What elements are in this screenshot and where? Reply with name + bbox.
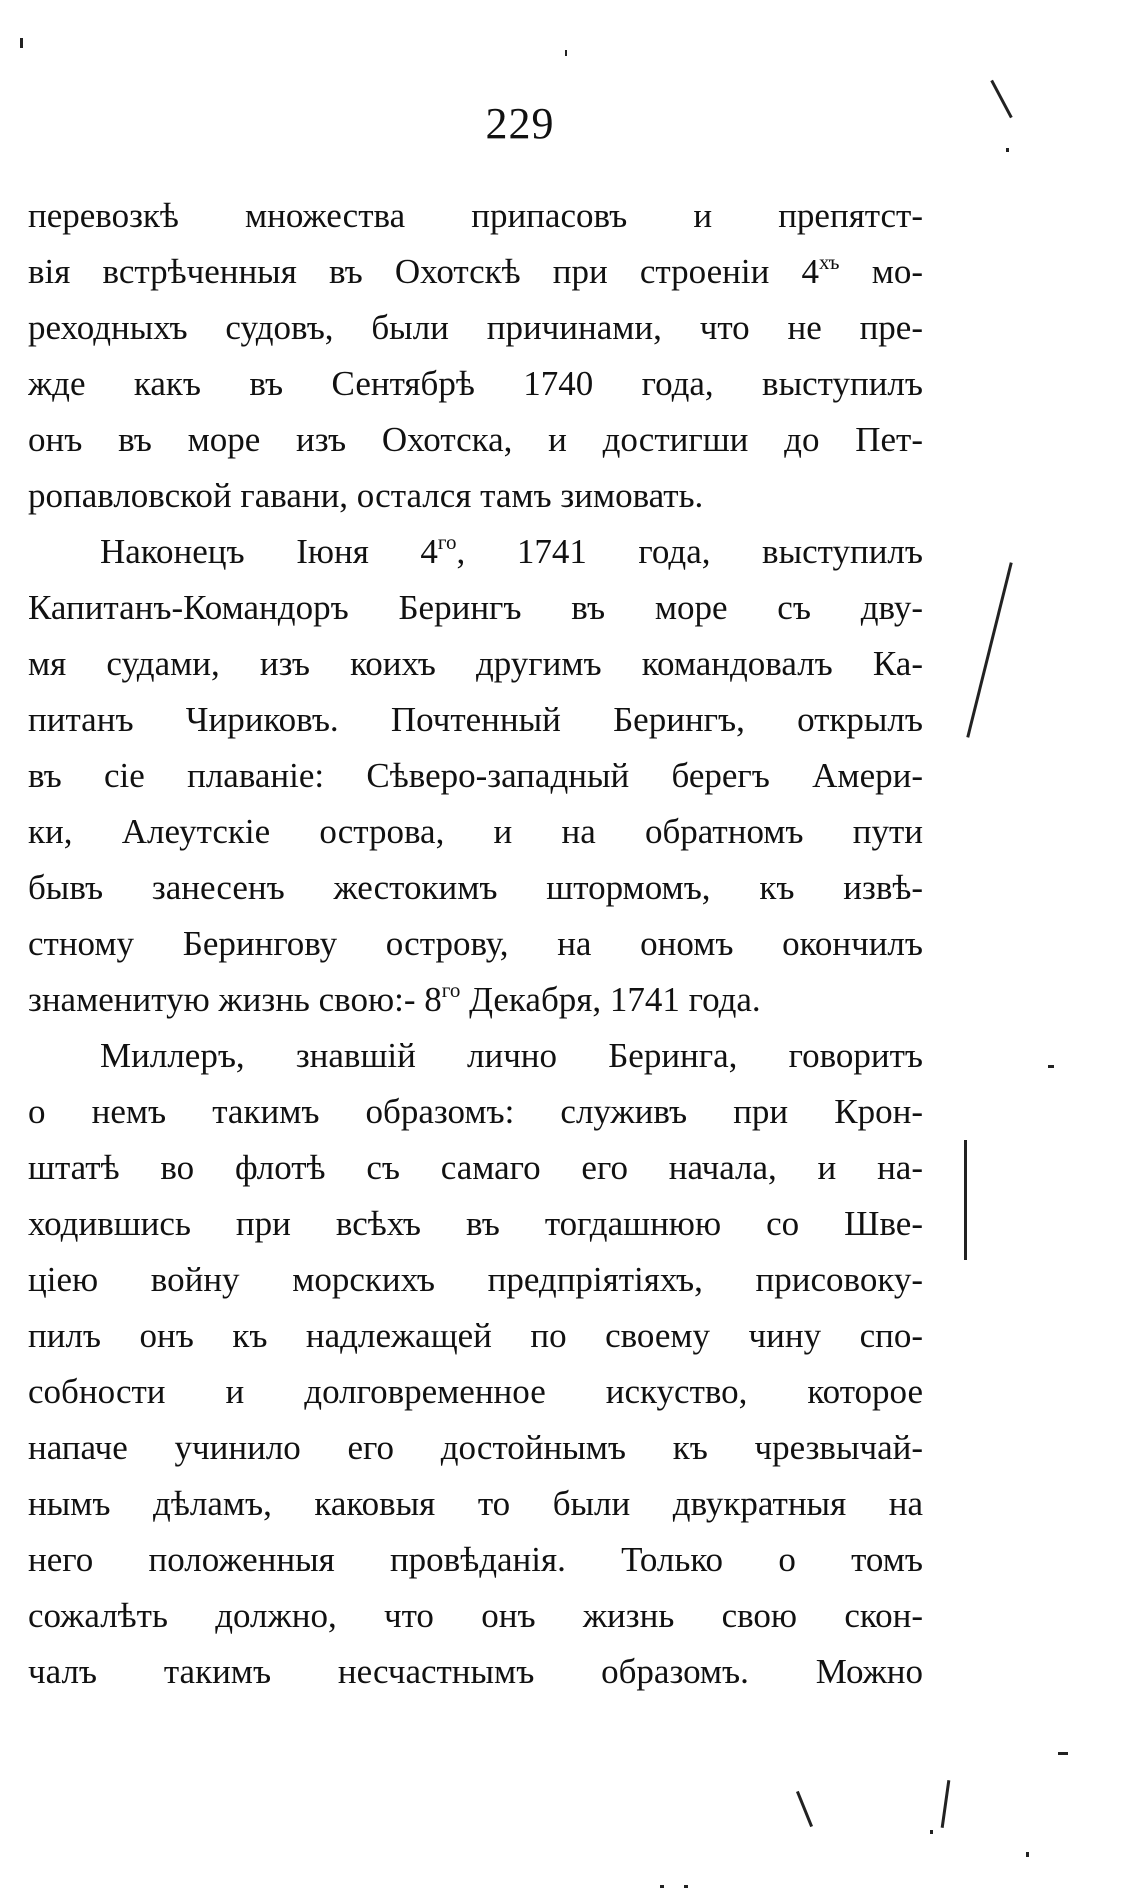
text-line: пилъ онъ къ надлежащей по своему чину спо-: [28, 1316, 923, 1355]
text-line: вія встрѣченныя въ Охотскѣ при строеніи $4^{хъ}$ мо-: [28, 250, 923, 291]
text-line: сожалѣть должно, что онъ жизнь свою скон-: [28, 1596, 923, 1635]
text-line: него положенныя провѣданія. Только о томъ: [28, 1540, 923, 1579]
text-line: мя судами, изъ коихъ другимъ командовалъ Ка-: [28, 644, 923, 683]
scan-speck: [1048, 1065, 1054, 1068]
text-line: перевозкѣ множества припасовъ и препятст-: [28, 196, 923, 235]
paragraph-start-line: Наконецъ Іюня $4^{го}$, 1741 года, выступилъ: [100, 530, 923, 571]
scan-speck: [930, 1830, 933, 1834]
text-line: знаменитую жизнь свою:- $8^{го}$ Декабря, 1741 года.: [28, 978, 761, 1019]
text-line: бывъ занесенъ жестокимъ штормомъ, къ извѣ-: [28, 868, 923, 907]
text-line: ходившись при всѣхъ въ тогдашнюю со Шве-: [28, 1204, 923, 1243]
scan-speck: [941, 1780, 951, 1828]
scan-speck: [1058, 1752, 1068, 1755]
scan-speck: [964, 1140, 967, 1260]
text-line: штатѣ во флотѣ съ самаго его начала, и на-: [28, 1148, 923, 1187]
scan-speck: [684, 1885, 688, 1888]
text-line: стному Берингову острову, на ономъ окончилъ: [28, 924, 923, 963]
scan-speck: [1026, 1852, 1029, 1857]
text-line: о немъ такимъ образомъ: служивъ при Крон-: [28, 1092, 923, 1131]
text-line: жде какъ въ Сентябрѣ 1740 года, выступилъ: [28, 364, 923, 403]
scan-speck: [1006, 148, 1009, 152]
text-line: напаче учинило его достойнымъ къ чрезвычай-: [28, 1428, 923, 1467]
text-line: ціею войну морскихъ предпріятіяхъ, присовоку-: [28, 1260, 923, 1299]
body-text: [28, 188, 923, 1700]
text-line: собности и долговременное искуство, которое: [28, 1372, 923, 1411]
text-line: Капитанъ-Командоръ Берингъ въ море съ дву-: [28, 588, 923, 627]
text-line: реходныхъ судовъ, были причинами, что не пре-: [28, 308, 923, 347]
paragraph-start-line: Миллеръ, знавшій лично Беринга, говоритъ: [100, 1036, 923, 1075]
text-line: чалъ такимъ несчастнымъ образомъ. Можно: [28, 1652, 923, 1691]
text-line: ропавловской гавани, остался тамъ зимовать.: [28, 476, 704, 515]
scan-speck: [660, 1885, 664, 1888]
scan-speck: [565, 50, 567, 56]
text-line: онъ въ море изъ Охотска, и достигши до Пет-: [28, 420, 923, 459]
scan-speck: [966, 562, 1012, 737]
scan-speck: [796, 1791, 813, 1827]
page-number: 229: [485, 99, 555, 148]
text-line: питанъ Чириковъ. Почтенный Берингъ, открылъ: [28, 700, 923, 739]
text-line: въ сіе плаваніе: Сѣверо-западный берегъ Амери-: [28, 756, 923, 795]
text-line: ки, Алеутскіе острова, и на обратномъ пути: [28, 812, 923, 851]
text-line: нымъ дѣламъ, каковыя то были двукратныя на: [28, 1484, 923, 1523]
scan-speck: [20, 38, 23, 48]
